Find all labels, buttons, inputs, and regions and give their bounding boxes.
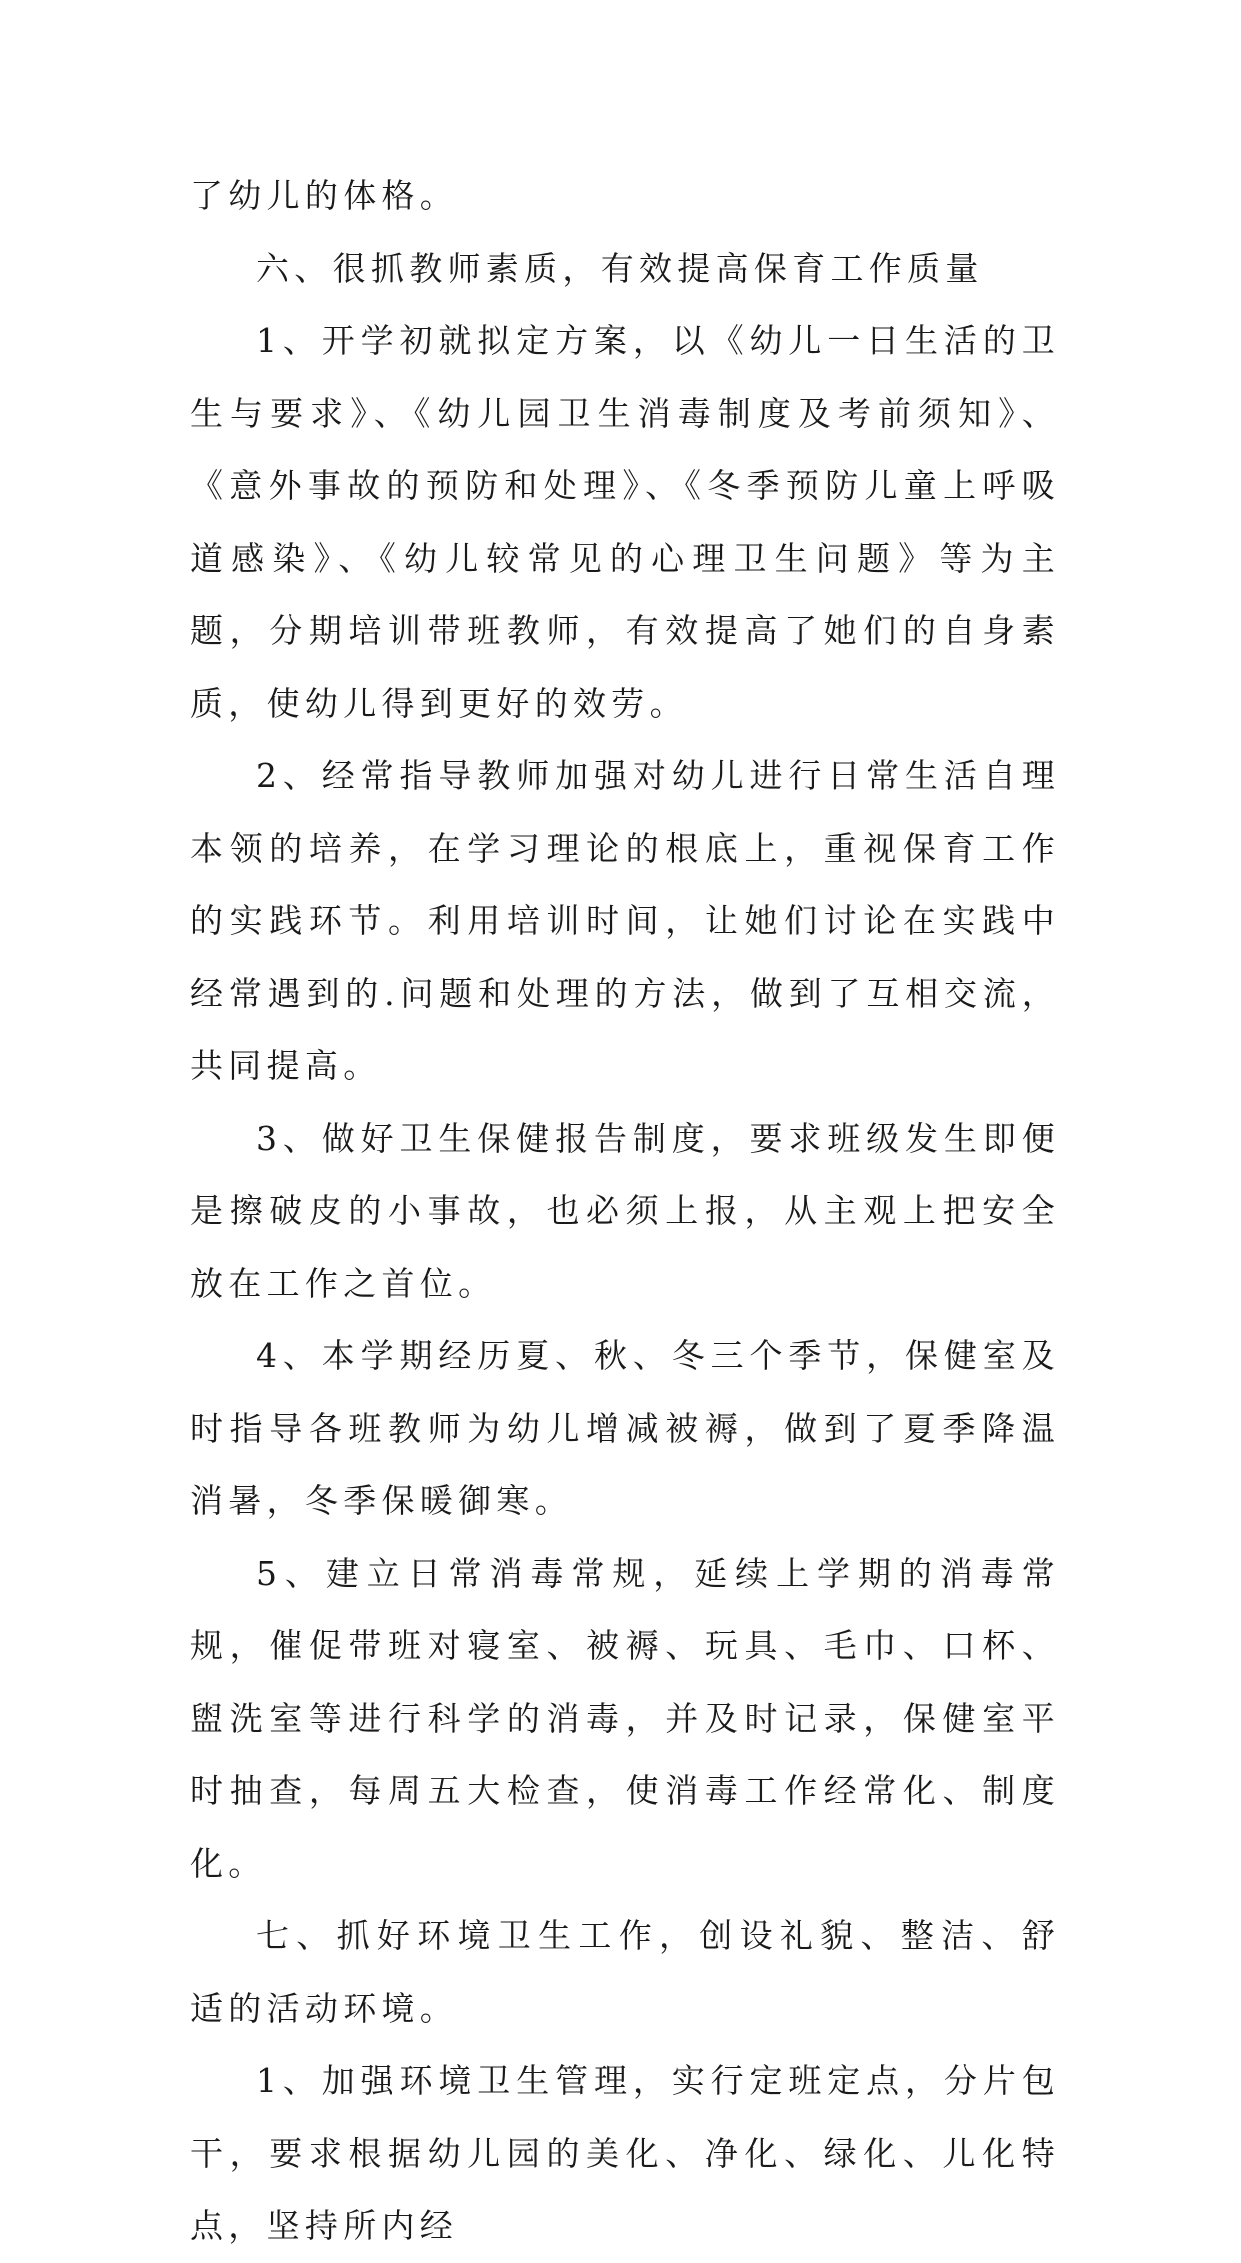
section-heading-7: 七、抓好环境卫生工作，创设礼貌、整洁、舒适的活动环境。 bbox=[190, 1916, 1060, 2028]
paragraph-6-1: 1、开学初就拟定方案，以《幼儿一日生活的卫生与要求》、《幼儿园卫生消毒制度及考前须知》、《意外事故的预防和处理》、《冬季预防儿童上呼吸道感染》、《幼儿较常见的心理卫生问题》等为主题，分期培训带班教师，有效提高了她们的自身素质，使幼儿得到更好的效劳。 bbox=[190, 321, 1060, 723]
paragraph-6-5: 5、建立日常消毒常规，延续上学期的消毒常规，催促带班对寝室、被褥、玩具、毛巾、口杯、盥洗室等进行科学的消毒，并及时记录，保健室平时抽查，每周五大检查，使消毒工作经常化、制度化。 bbox=[190, 1553, 1060, 1883]
paragraph-6-3: 3、做好卫生保健报告制度，要求班级发生即便是擦破皮的小事故，也必须上报，从主观上把安全放在工作之首位。 bbox=[190, 1118, 1060, 1303]
paragraph-6-2: 2、经常指导教师加强对幼儿进行日常生活自理本领的培养，在学习理论的根底上，重视保育工作的实践环节。利用培训时间，让她们讨论在实践中经常遇到的.问题和处理的方法，做到了互相交流，共同提高。 bbox=[190, 756, 1060, 1085]
document-body bbox=[190, 160, 1060, 2263]
paragraph-continuation: 了幼儿的体格。 bbox=[190, 176, 459, 215]
paragraph-6-4: 4、本学期经历夏、秋、冬三个季节，保健室及时指导各班教师为幼儿增减被褥，做到了夏季降温消暑，冬季保暖御寒。 bbox=[190, 1336, 1060, 1520]
paragraph-7-1: 1、加强环境卫生管理，实行定班定点，分片包干，要求根据幼儿园的美化、净化、绿化、儿化特点，坚持所内经 bbox=[190, 2061, 1060, 2245]
section-heading-6: 六、很抓教师素质，有效提高保育工作质量 bbox=[256, 248, 984, 288]
